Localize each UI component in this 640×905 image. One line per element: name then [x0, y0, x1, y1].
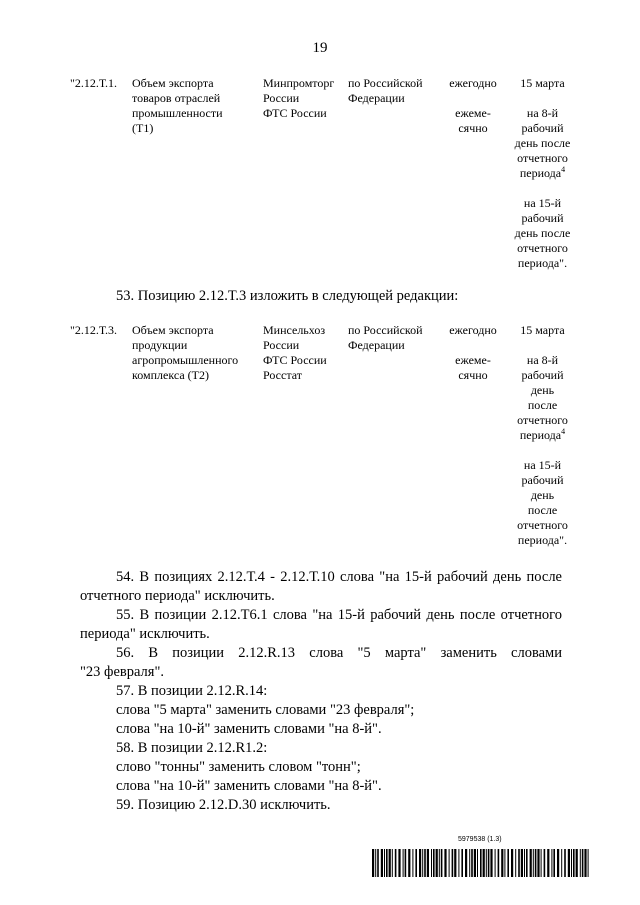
page-number: 19 [312, 40, 328, 56]
frequency [441, 323, 505, 383]
footnote-ref: 4 [561, 427, 566, 436]
org-line: ФТС России [263, 353, 327, 367]
term-annual: 15 марта [520, 323, 565, 337]
term-line: день [530, 383, 555, 397]
name-line: промышленности [132, 106, 223, 120]
paragraph-58-item: слово "тонны" заменить словом "тонн"; [116, 759, 361, 775]
paragraph-53: 53. Позицию 2.12.Т.3 изложить в следующей редакции: [116, 288, 459, 304]
deadline [505, 323, 580, 548]
name-line: Объем экспорта [132, 323, 214, 337]
name-line: комплекса (Т2) [132, 368, 209, 382]
footnote-ref: 4 [561, 165, 566, 174]
position-code: "2.12.Т.1. [70, 76, 118, 90]
indicator-name [132, 76, 257, 136]
barcode [372, 849, 590, 877]
paragraph-59: 59. Позицию 2.12.D.30 исключить. [116, 797, 331, 813]
freq-monthly: ежеме- [455, 353, 491, 367]
term-line: отчетного [517, 518, 568, 532]
amendment-list [80, 568, 562, 815]
term-line: день после [514, 226, 571, 240]
term-line: на 15-й [523, 458, 562, 472]
term-line: на 15-й [523, 196, 562, 210]
org-line: России [263, 91, 300, 105]
scope [348, 76, 443, 106]
term-line: после [527, 503, 558, 517]
indicator-name [132, 323, 257, 383]
name-line: продукции [132, 338, 188, 352]
term-line: отчетного [517, 151, 568, 165]
term-line: после [527, 398, 558, 412]
org-line: России [263, 338, 300, 352]
barcode-label: 5979538 (1.3) [458, 836, 502, 843]
term-line [505, 428, 580, 443]
deadline [505, 76, 580, 271]
paragraph-58-item: слова "на 10-й" заменить словами "на 8-й". [116, 778, 382, 794]
scope-line: по Российской [348, 76, 423, 90]
org-line: Минсельхоз [263, 323, 326, 337]
paragraph-57-item: слова "на 10-й" заменить словами "на 8-й". [116, 721, 382, 737]
name-line: агропромышленного [132, 353, 239, 367]
org-line: Минпромторг [263, 76, 335, 90]
term-text: периода [519, 428, 562, 442]
responsible-agency [263, 323, 348, 383]
term-line: отчетного [517, 241, 568, 255]
term-line: день [530, 488, 555, 502]
term-text: периода [519, 166, 562, 180]
name-line: товаров отраслей [132, 91, 221, 105]
scope-line: Федерации [348, 338, 405, 352]
responsible-agency [263, 76, 348, 121]
term-line: рабочий [521, 368, 564, 382]
paragraph-57: 57. В позиции 2.12.R.14: [116, 683, 268, 699]
paragraph-54: 54. В позициях 2.12.Т.4 - 2.12.Т.10 слова "на 15-й рабочий день после [116, 569, 562, 585]
scope [348, 323, 443, 353]
freq-annual: ежегодно [449, 323, 497, 337]
position-code: "2.12.Т.3. [70, 323, 118, 337]
term-annual: 15 марта [520, 76, 565, 90]
freq-monthly: сячно [458, 121, 488, 135]
freq-annual: ежегодно [449, 76, 497, 90]
name-line: Объем экспорта [132, 76, 214, 90]
scope-line: по Российской [348, 323, 423, 337]
paragraph-56-cont: "23 февраля". [80, 664, 164, 680]
freq-monthly: сячно [458, 368, 488, 382]
term-line: периода". [517, 533, 568, 547]
term-line: день после [514, 136, 571, 150]
term-line: рабочий [521, 211, 564, 225]
freq-monthly: ежеме- [455, 106, 491, 120]
scope-line: Федерации [348, 91, 405, 105]
frequency [441, 76, 505, 136]
name-line: (Т1) [132, 121, 154, 135]
term-line: периода". [517, 256, 568, 270]
paragraph-57-item: слова "5 марта" заменить словами "23 февраля"; [116, 702, 415, 718]
paragraph-58: 58. В позиции 2.12.R1.2: [116, 740, 268, 756]
org-line: ФТС России [263, 106, 327, 120]
term-line: на 8-й [526, 106, 559, 120]
term-line: отчетного [517, 413, 568, 427]
term-line [505, 166, 580, 181]
paragraph-56: 56. В позиции 2.12.R.13 слова "5 марта" заменить словами [116, 645, 562, 661]
paragraph-55-cont: периода" исключить. [80, 626, 210, 642]
paragraph-54-cont: отчетного периода" исключить. [80, 588, 275, 604]
term-line: рабочий [521, 121, 564, 135]
paragraph-55: 55. В позиции 2.12.Т6.1 слова "на 15-й рабочий день после отчетного [116, 607, 562, 623]
org-line: Росстат [263, 368, 302, 382]
term-line: рабочий [521, 473, 564, 487]
term-line: на 8-й [526, 353, 559, 367]
